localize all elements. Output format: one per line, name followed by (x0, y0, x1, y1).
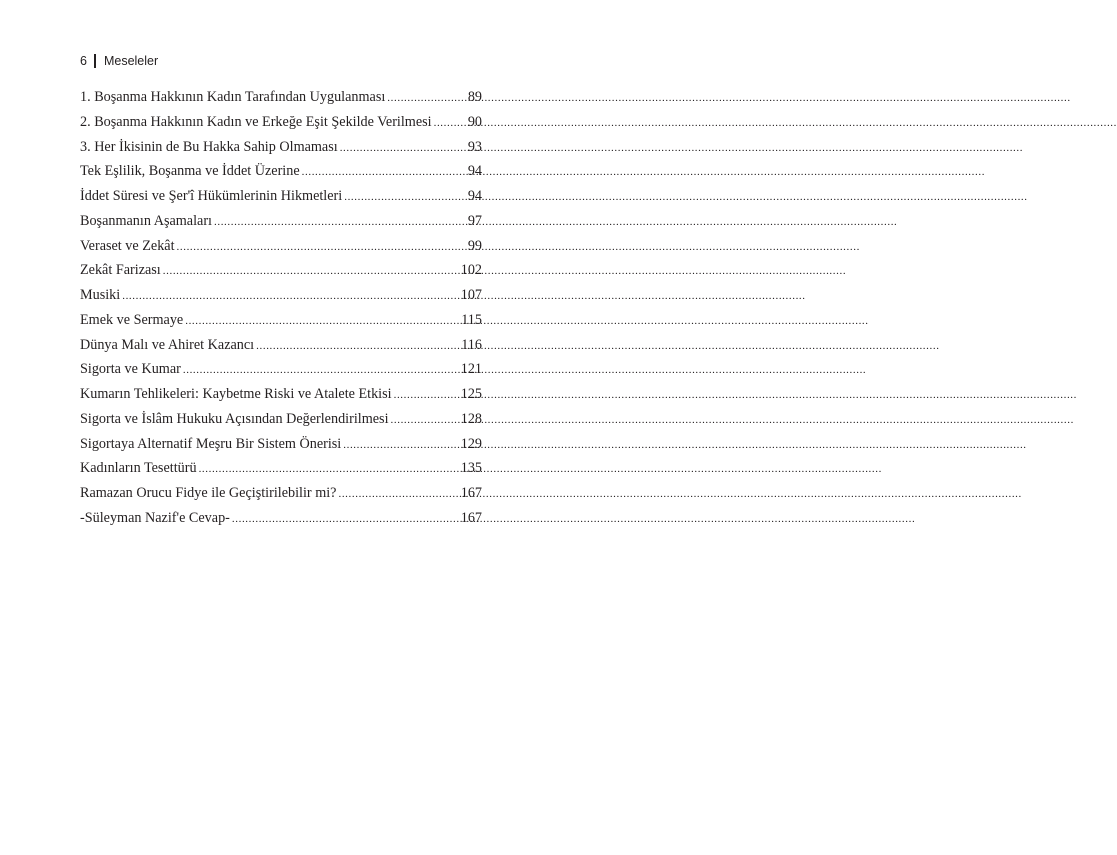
dot-leader (122, 284, 459, 309)
toc-entry[interactable] (80, 432, 482, 457)
toc-entry-page: 93 (467, 138, 482, 155)
toc-entry[interactable] (80, 333, 482, 358)
toc-entry-title: Ramazan Orucu Fidye ile Geçiştirilebilir mi? (80, 485, 337, 501)
toc-entry-title: 1. Boşanma Hakkının Kadın Tarafından Uygulanması (80, 89, 386, 105)
toc-entry[interactable] (80, 283, 482, 308)
toc-entry[interactable] (80, 184, 482, 209)
toc-entry-title: Zekât Farizası (80, 262, 161, 279)
toc-entry-title: Musiki (80, 287, 121, 303)
toc-entry-title: İddet Süresi ve Şer'î Hükümlerinin Hikmetleri (80, 188, 343, 204)
dot-leader (256, 334, 459, 359)
toc-entry[interactable] (80, 506, 482, 531)
page-number: 6 (80, 54, 87, 68)
toc-entry-page: 125 (460, 386, 482, 402)
dot-leader (185, 309, 459, 334)
toc-entry[interactable] (80, 481, 482, 506)
toc-entry-title: Emek ve Sermaye (80, 311, 184, 328)
toc-entry-title: 3. Her İkisinin de Bu Hakka Sahip Olmaması (80, 138, 338, 155)
toc-entry-title: Kumarın Tehlikeleri: Kaybetme Riski ve Atalete Etkisi (80, 386, 392, 402)
toc-entry[interactable] (80, 357, 482, 382)
toc-entry-page: 135 (460, 460, 482, 477)
dot-leader (232, 507, 459, 532)
toc-entry[interactable] (80, 209, 482, 234)
dot-leader (163, 259, 459, 284)
toc-entry[interactable] (80, 456, 482, 481)
toc-entry[interactable] (80, 308, 482, 333)
toc-entry-title: Dünya Malı ve Ahiret Kazancı (80, 336, 255, 353)
toc-entry[interactable] (80, 258, 482, 283)
toc-entry-page: 102 (460, 262, 482, 279)
toc-entry-title: Kadınların Tesettürü (80, 460, 197, 477)
dot-leader (199, 457, 459, 482)
toc-entry-page: 97 (467, 212, 482, 229)
toc-entry-title: 2. Boşanma Hakkının Kadın ve Erkeğe Eşit Şekilde Verilmesi (80, 113, 432, 130)
dot-leader (177, 235, 466, 260)
toc-entry[interactable] (80, 407, 482, 432)
toc-entry-page: 94 (467, 163, 482, 180)
toc-entry-page: 89 (467, 89, 482, 105)
toc-entry[interactable] (80, 135, 482, 160)
toc-entry-page: 167 (460, 509, 482, 526)
dot-leader (302, 160, 466, 185)
dot-leader (343, 433, 458, 458)
toc-entry-title: Sigorta ve İslâm Hukuku Açısından Değerlendirilmesi (80, 410, 389, 427)
dot-leader (340, 136, 466, 161)
table-of-contents (80, 85, 482, 531)
dot-leader (183, 358, 459, 383)
toc-entry-page: 121 (460, 361, 482, 378)
running-header (80, 53, 158, 69)
dot-leader (434, 111, 466, 136)
toc-entry-page: 99 (467, 237, 482, 254)
toc-entry-page: 167 (460, 485, 482, 501)
toc-entry[interactable] (80, 234, 482, 259)
toc-entry[interactable] (80, 382, 482, 407)
toc-entry-page: 116 (461, 336, 482, 353)
book-title: Meseleler (103, 54, 159, 68)
toc-entry-title: -Süleyman Nazif'e Cevap- (80, 509, 230, 526)
toc-entry-page: 107 (460, 287, 482, 303)
dot-leader (214, 210, 466, 235)
toc-entry-title: Boşanmanın Aşamaları (80, 212, 212, 229)
dot-leader (344, 185, 466, 210)
toc-entry-page: 115 (461, 311, 482, 328)
toc-entry-page: 90 (467, 113, 482, 130)
header-separator (94, 54, 96, 68)
dot-leader (387, 86, 466, 111)
toc-entry-title: Tek Eşlilik, Boşanma ve İddet Üzerine (80, 163, 300, 180)
dot-leader (394, 383, 459, 408)
toc-entry[interactable] (80, 110, 482, 135)
toc-entry[interactable] (80, 159, 482, 184)
toc-entry-title: Sigortaya Alternatif Meşru Bir Sistem Önerisi (80, 435, 342, 452)
toc-entry-title: Veraset ve Zekât (80, 237, 175, 254)
toc-entry-title: Sigorta ve Kumar (80, 361, 181, 378)
dot-leader (338, 482, 458, 507)
toc-entry-page: 128 (460, 410, 482, 427)
dot-leader (391, 408, 459, 433)
toc-entry-page: 129 (460, 435, 482, 452)
toc-entry-page: 94 (467, 188, 482, 204)
toc-entry[interactable] (80, 85, 482, 110)
